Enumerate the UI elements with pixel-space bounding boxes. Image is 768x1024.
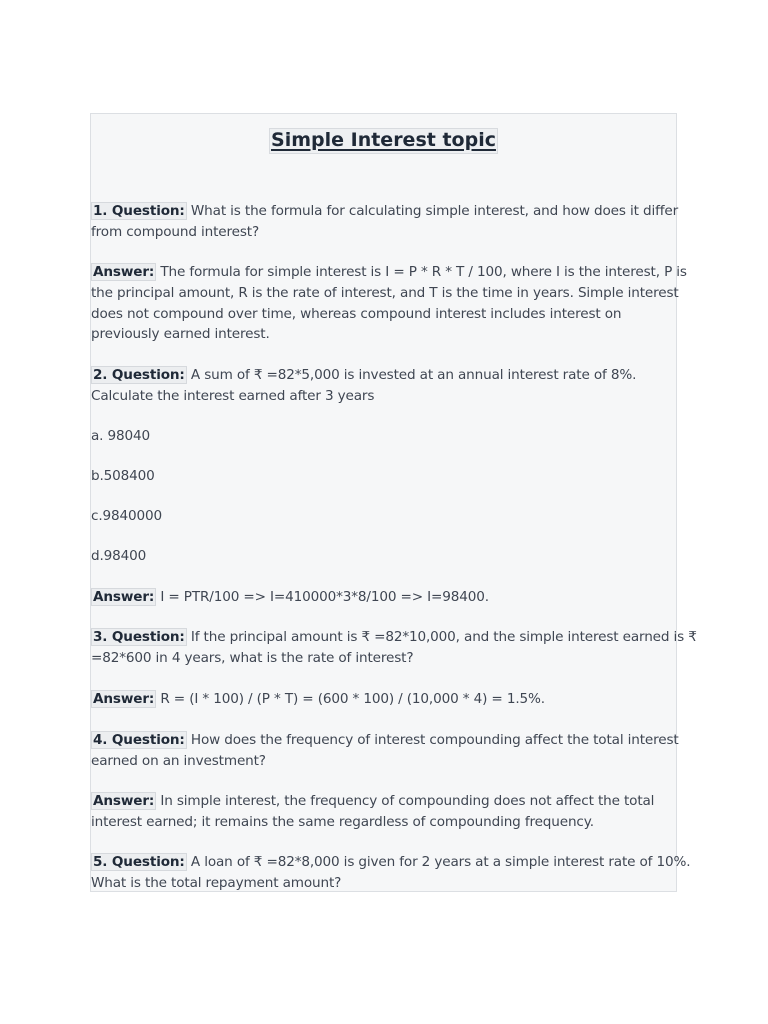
option-a: a. 98040 bbox=[91, 428, 151, 444]
question-3 bbox=[91, 627, 697, 669]
question-4-line-1 bbox=[91, 730, 681, 751]
answer-1-line-1 bbox=[91, 262, 687, 283]
answer-4-text: In simple interest, the frequency of compounding does not affect the total bbox=[156, 793, 655, 809]
question-5-text: A loan of ₹ =82*8,000 is given for 2 years at a simple interest rate of 10%. bbox=[186, 854, 691, 870]
answer-3-line-1 bbox=[91, 689, 681, 710]
question-2-line-2: Calculate the interest earned after 3 years bbox=[91, 387, 375, 404]
question-2 bbox=[91, 365, 681, 407]
answer-1-label: Answer: bbox=[93, 264, 155, 280]
answer-3-text: R = (I * 100) / (P * T) = (600 * 100) / (10,000 * 4) = 1.5%. bbox=[156, 691, 545, 707]
question-2-line-1 bbox=[91, 365, 681, 386]
answer-3 bbox=[91, 689, 681, 710]
question-1 bbox=[91, 201, 681, 243]
answer-2-line-1 bbox=[91, 587, 681, 608]
question-1-line-2: from compound interest? bbox=[91, 223, 260, 240]
answer-1-line-3: does not compound over time, whereas compound interest includes interest on bbox=[91, 305, 622, 322]
question-3-label: 3. Question: bbox=[93, 629, 185, 645]
question-5-line-2: What is the total repayment amount? bbox=[91, 874, 342, 891]
question-1-line-1 bbox=[91, 201, 681, 222]
question-4 bbox=[91, 730, 681, 772]
answer-2-label: Answer: bbox=[93, 589, 155, 605]
question-4-label: 4. Question: bbox=[93, 732, 185, 748]
answer-2 bbox=[91, 587, 681, 608]
page-title bbox=[91, 116, 676, 154]
question-2-label: 2. Question: bbox=[93, 367, 185, 383]
question-1-text: What is the formula for calculating simple interest, and how does it differ bbox=[186, 203, 679, 219]
question-5-label: 5. Question: bbox=[93, 854, 185, 870]
page-title-text: Simple Interest topic bbox=[269, 128, 498, 154]
answer-1-line-4: previously earned interest. bbox=[91, 326, 270, 343]
question-3-line-1 bbox=[91, 627, 697, 648]
question-3-line-2: =82*600 in 4 years, what is the rate of interest? bbox=[91, 649, 414, 666]
answer-4-line-1 bbox=[91, 791, 681, 812]
question-4-text: How does the frequency of interest compounding affect the total interest bbox=[186, 732, 679, 748]
option-b: b.508400 bbox=[91, 468, 155, 484]
option-d: d.98400 bbox=[91, 548, 147, 564]
question-5-line-1 bbox=[91, 852, 691, 873]
answer-1-text: The formula for simple interest is I = P * R * T / 100, where I is the interest, P is bbox=[156, 264, 687, 280]
answer-4-line-2: interest earned; it remains the same regardless of compounding frequency. bbox=[91, 813, 594, 830]
option-c: c.9840000 bbox=[91, 508, 162, 524]
answer-4-label: Answer: bbox=[93, 793, 155, 809]
answer-2-text: I = PTR/100 => I=410000*3*8/100 => I=98400. bbox=[156, 589, 489, 605]
answer-1 bbox=[91, 262, 687, 345]
answer-4 bbox=[91, 791, 681, 833]
question-1-label: 1. Question: bbox=[93, 203, 185, 219]
answer-1-line-2: the principal amount, R is the rate of interest, and T is the time in years. Simple interest bbox=[91, 284, 679, 301]
question-3-text: If the principal amount is ₹ =82*10,000, and the simple interest earned is ₹ bbox=[186, 629, 697, 645]
document-panel bbox=[90, 113, 697, 892]
question-5 bbox=[91, 852, 691, 894]
question-4-line-2: earned on an investment? bbox=[91, 752, 266, 769]
question-2-text: A sum of ₹ =82*5,000 is invested at an annual interest rate of 8%. bbox=[186, 367, 637, 383]
answer-3-label: Answer: bbox=[93, 691, 155, 707]
